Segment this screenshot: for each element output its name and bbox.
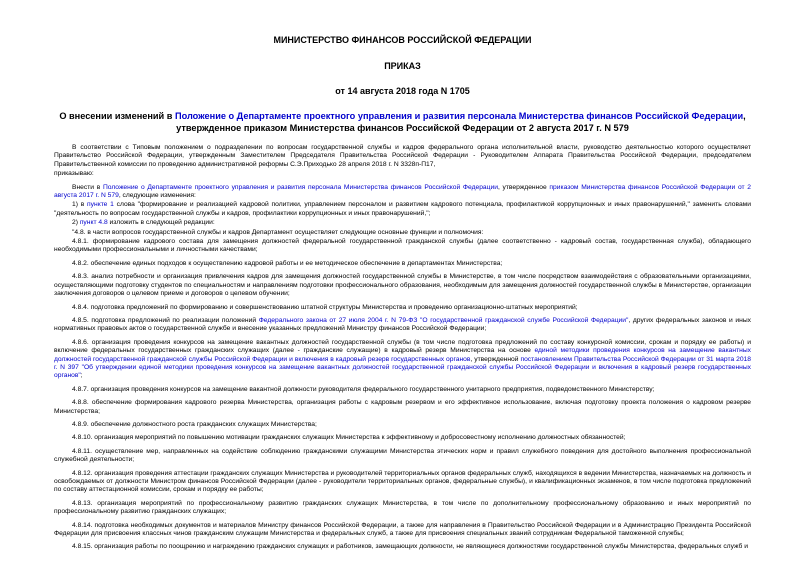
link-regulation[interactable]: Положение о Департаменте проектного управления и развития персонала Министерства финансов Российской Федерации [102,183,498,191]
paragraph-4-8-2: 4.8.2. обеспечение единых подходов к осуществлению кадровой работы и ее методическое обеспечение в департаментах Министерства; [72,259,503,267]
text-span: , утвержденное [497,183,550,191]
paragraph-4-8-15: 4.8.15. организация работы по поощрению и награждению гражданских служащих и работников, замещающих должности, не являющиеся должностями государственной службы Министерства, федеральных служб и [72,543,748,551]
link-unified-methodology[interactable]: единой методики проведения конкурсов на замещение вакантных должностей государственной гражданской службы Российской Федерации и включения в кадровый резерв государственных органов [54,347,751,363]
text-span: Внести в [72,183,103,191]
paragraph-4-8-5 [54,317,751,334]
paragraph-4-8: "4.8. в части вопросов государственной службы и кадров Департамент осуществляет следующие основные функции и полномочия: [72,228,484,236]
document-title [54,110,751,134]
document-body [54,144,751,552]
text-span: 4.8.6. организация проведения конкурсов на замещение вакантных должностей государственной службы (в том числе подготовка предложений по составу конкурсной комиссии, срокам и порядку ее работы) и включение федеральных государственных гражданских служащих (далее - гражданские служащие) в кадровый резерв Министерства на основе [54,338,751,355]
paragraph-4-8-11: 4.8.11. осуществление мер, направленных на содействие соблюдению гражданскими служащими Министерства этических норм и правил служебного поведения для достойного выполнения профессиональной служебной деятельности; [54,447,751,464]
paragraph-4-8-4: 4.8.4. подготовка предложений по формированию и совершенствованию штатной структуры Министерства и проведению организационно-штатных мероприятий; [72,303,578,311]
link-resolution-397[interactable]: постановлением Правительства Российской Федерации от 31 марта 2018 г. N 397 "Об утверждении единой методики проведения конкурсов на замещение вакантных должностей государственной гражданской службы Российской Федерации и включения в кадровый резерв государственных органов" [54,355,751,380]
text-span: , следующие изменения: [118,192,196,200]
link-federal-law-79[interactable]: Федерального закона от 27 июля 2004 г. N 79-ФЗ "О государственной гражданской службе Российской Федерации" [258,316,629,324]
paragraph-4-8-13: 4.8.13. организация мероприятий по профессиональному развитию гражданских служащих Министерства, в том числе по дополнительному профессиональному образованию и иных мероприятий по профессиональному развитию гражданских служащих; [54,499,751,516]
text-span: слова "формирование и реализацией кадровой политики, управлением персоналом и развитием кадрового потенциала, профилактикой коррупционных и иных правонарушений," заменить словами "деятельность по вопросам государственной службы и кадров, профилактики коррупционных и иных правонарушений,"; [54,201,752,217]
paragraph-4-8-1: 4.8.1. формирование кадрового состава для замещения должностей федеральной государственной гражданской службы (далее соответственно - кадровый состав, государственная служба), обладающего необходимыми профессиональными и личностными качествами; [54,238,751,254]
paragraph-4-8-6 [54,339,751,381]
link-order-579[interactable]: приказом Министерства финансов Российской Федерации от 2 августа 2017 г. N 579 [54,183,751,200]
paragraph-item-1 [54,201,751,218]
paragraph-amend [54,184,751,201]
text-span: , других федеральных законов и иных нормативных правовых актов о государственной службе и внесение указанных предложений Министру финансов Российской Федерации; [54,316,751,333]
paragraph-4-8-14: 4.8.14. подготовка необходимых документов и материалов Министру финансов Российской Федерации, а также для направления в Правительство Российской Федерации и в Администрацию Президента Российской Федерации для присвоения классных чинов гражданским служащим Министерства и федеральных служб, а также для присвоения специальных званий сотрудникам Федеральной таможенной службы; [54,521,751,538]
title-pre: О внесении изменений в [59,111,175,121]
intro-paragraph: В соответствии с Типовым положением о подразделении по вопросам государственной службы и кадров федерального органа исполнительной власти, руководство деятельностью которого осуществляет Правительство Российской Федерации, утвержденным Заместителем Председателя Правительства Российской Федерации - Руководителем Аппарата Правительства Российской Федерации, председателем Правительственной комиссии по проведению административной реформы С.Э.Приходько 28 апреля 2018 г. N 3328п-П17, [54,144,751,168]
text-span: 4.8.5. подготовка предложений по реализации положений [72,316,259,324]
title-link-regulation[interactable]: Положение о Департаменте проектного управления и развития персонала Министерства финансов Российской Федерации [174,111,744,121]
text-span: , утвержденной [470,355,521,363]
text-span: 2) [72,219,80,227]
ministry-name: МИНИСТЕРСТВО ФИНАНСОВ РОССИЙСКОЙ ФЕДЕРАЦИИ [273,35,532,45]
link-point-4-8[interactable]: пункт 4.8 [79,219,108,227]
paragraph-4-8-7: 4.8.7. организация проведения конкурсов на замещение вакантной должности руководителя федерального государственного унитарного предприятия, подведомственного Министерству; [72,385,655,393]
paragraph-4-8-12: 4.8.12. организация проведения аттестации гражданских служащих Министерства и руководителей территориальных органов федеральных служб, находящихся в ведении Министерства, назначаемых на должность и освобождаемых от должности Министром финансов Российской Федерации (далее - руководители территориальных органов, федеральные службы), и квалификационных экзаменов, в том числе подготовка предложений по составу аттестационной комиссии, срокам и порядку ее работы; [54,469,751,494]
paragraph-4-8-10: 4.8.10. организация мероприятий по повышению мотивации гражданских служащих Министерства к эффективному и добросовестному исполнению должностных обязанностей; [72,434,626,442]
order-word: приказываю: [54,170,94,178]
text-span: 1) в [72,201,88,209]
paragraph-4-8-3: 4.8.3. анализ потребности и организация привлечения кадров для замещения должностей государственной службы в Министерстве, в том числе посредством взаимодействия с образовательными организациями, осуществляющими подготовку студентов по специальностям и направлениям подготовки профессионального образования, необходимым для замещения должностей государственной службы в Министерстве, организации заключения договоров о целевом приеме и договоров о целевом обучении; [54,273,751,298]
paragraph-4-8-8: 4.8.8. обеспечение формирования кадрового резерва Министерства, организация работы с кадровым резервом и его эффективное использование, включая подготовку проекта положения о кадровом резерве Министерства; [54,399,751,415]
title-post: , утвержденное приказом Министерства финансов Российской Федерации от 2 августа 2017 г. N 579 [176,111,746,133]
text-span: ; [80,372,83,380]
document-type: ПРИКАЗ [384,61,421,71]
paragraph-item-2 [54,219,751,227]
document-date-number: от 14 августа 2018 года N 1705 [335,86,470,96]
paragraph-4-8-9: 4.8.9. обеспечение должностного роста гражданских служащих Министерства; [72,420,317,428]
text-span: изложить в следующей редакции: [107,219,215,227]
link-point-1[interactable]: пункте 1 [87,201,114,209]
